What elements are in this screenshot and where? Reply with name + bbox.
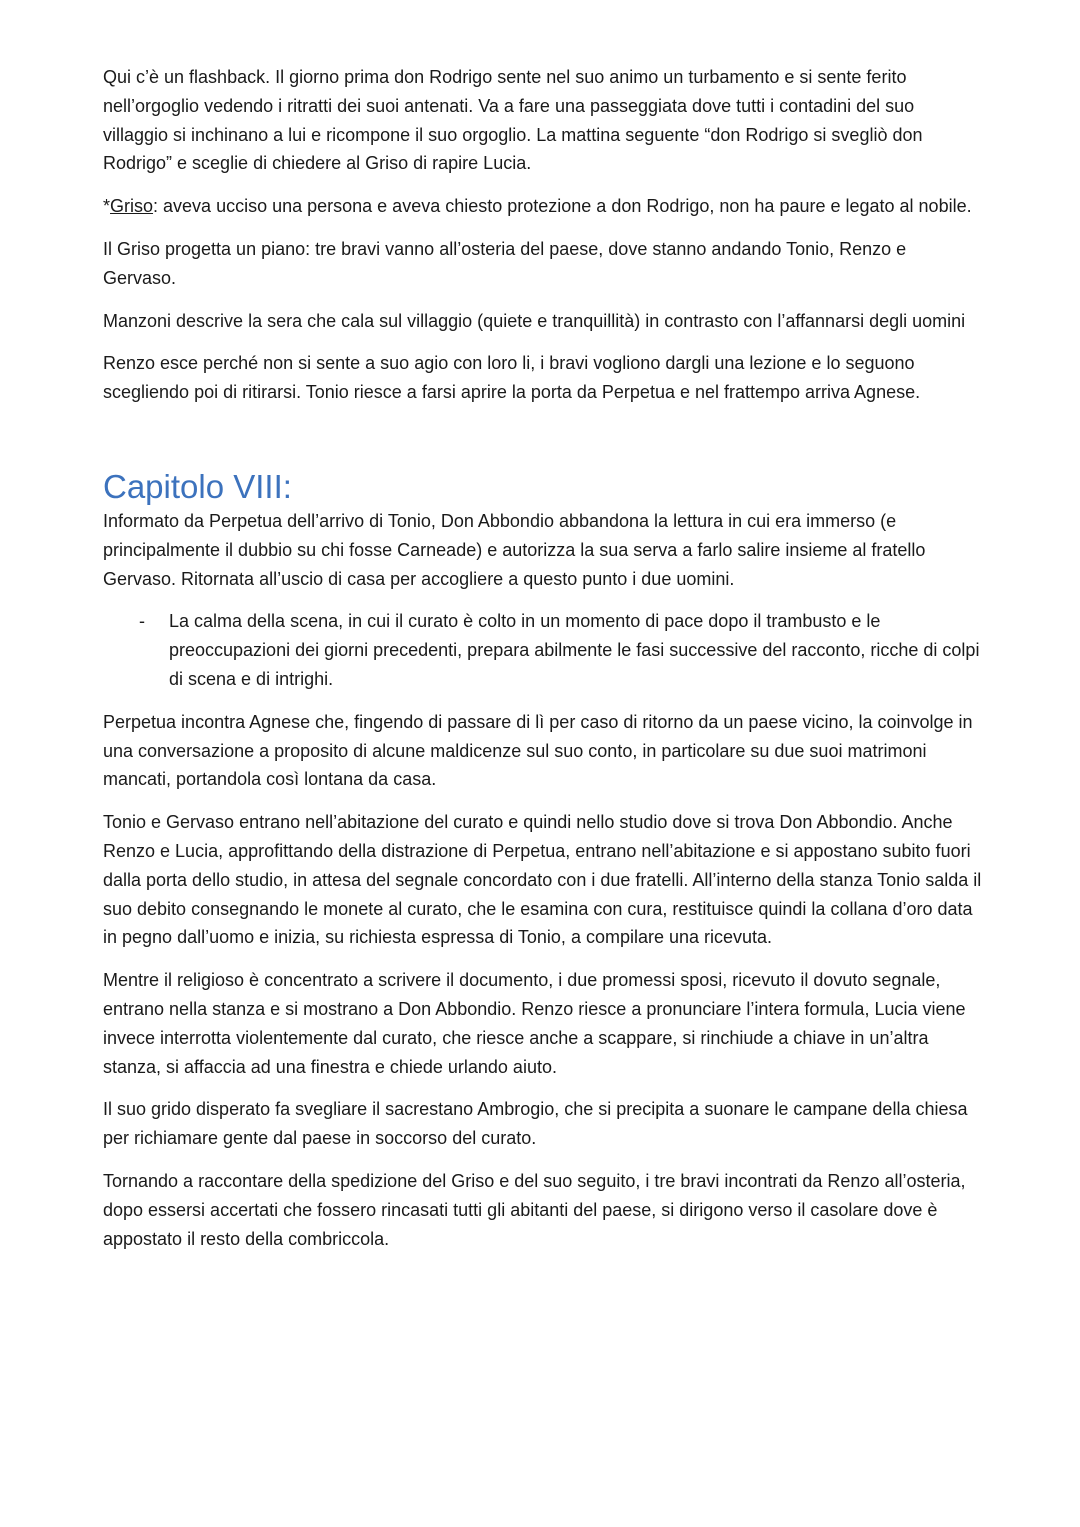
paragraph-chapter-intro: Informato da Perpetua dell’arrivo di Tonio, Don Abbondio abbandona la lettura in cui era immerso (e principalmente il dubbio su chi fosse Carneade) e autorizza la sua serva a farlo salire insieme al fratello Gervaso. Ritornata all’uscio di casa per accogliere a questo punto i due uomini.: [103, 510, 926, 589]
paragraph-renzo-leaves: Renzo esce perché non si sente a suo agio con loro li, i bravi vogliono dargli una lezione e lo seguono scegliendo poi di ritirarsi. Tonio riesce a farsi aprire la porta da Perpetua e nel frattempo arriva Agnese.: [103, 353, 921, 403]
paragraph-flashback: Qui c’è un flashback. Il giorno prima don Rodrigo sente nel suo animo un turbamento e si sente ferito nell’orgoglio vedendo i ritratti dei suoi antenati. Va a fare una passeggiata dove tutti i contadini del suo villaggio si inchinano a lui e ricompone il suo orgoglio. La mattina seguente “don Rodrigo si svegliò don Rodrigo” e sceglie di chiedere al Griso di rapire Lucia.: [103, 67, 923, 174]
dash-list: [103, 607, 983, 693]
dash-bullet: -: [139, 611, 145, 632]
paragraph-griso-expedition: Tornando a raccontare della spedizione del Griso e del suo seguito, i tre bravi incontrati da Renzo all’osteria, dopo essersi accertati che fossero rincasati tutti gli abitanti del paese, si dirigono verso il casolare dove è appostato il resto della combriccola.: [103, 1170, 966, 1249]
paragraph-formula: Mentre il religioso è concentrato a scrivere il documento, i due promessi sposi, ricevuto il dovuto segnale, entrano nella stanza e si mostrano a Don Abbondio. Renzo riesce a pronunciare l’intera formula, Lucia viene invece interrotta violentemente dal curato, che riesce anche a scappare, si rinchiude a chiave in un’altra stanza, si affaccia ad una finestra e chiede urlando aiuto.: [103, 970, 966, 1077]
paragraph-bells: Il suo grido disperato fa svegliare il sacrestano Ambrogio, che si precipita a suonare le campane della chiesa per richiamare gente dal paese in soccorso del curato.: [103, 1099, 968, 1149]
paragraph-study: Tonio e Gervaso entrano nell’abitazione del curato e quindi nello studio dove si trova Don Abbondio. Anche Renzo e Lucia, approfittando della distrazione di Perpetua, entrano nell’abitazione e si appostano subito fuori dalla porta dello studio, in attesa del segnale concordato con i due fratelli. All’interno della stanza Tonio salda il suo debito consegnando le monete al curato, che le esamina con cura, restituisce quindi la collana d’oro data in pegno dall’uomo e inizia, su richiesta espressa di Tonio, a compilare una ricevuta.: [103, 812, 982, 948]
paragraph-griso-plan: Il Griso progetta un piano: tre bravi vanno all’osteria del paese, dove stanno andando Tonio, Renzo e Gervaso.: [103, 238, 907, 288]
note-asterisk: *: [103, 196, 111, 217]
list-item: [139, 607, 983, 693]
document-page: [103, 63, 983, 1267]
paragraph-griso-note: [103, 192, 983, 221]
note-text: : aveva ucciso una persona e aveva chiesto protezione a don Rodrigo, non ha paure e legato al nobile.: [153, 196, 972, 217]
list-item-text: La calma della scena, in cui il curato è colto in un momento di pace dopo il trambusto e le preoccupazioni dei giorni precedenti, prepara abilmente le fasi successive del racconto, ricche di colpi di scena e di intrighi.: [169, 611, 980, 689]
chapter-heading: Capitolo VIII:: [103, 467, 292, 505]
paragraph-evening: Manzoni descrive la sera che cala sul villaggio (quiete e tranquillità) in contrasto con l’affannarsi degli uomini: [103, 310, 966, 331]
paragraph-perpetua-agnese: Perpetua incontra Agnese che, fingendo di passare di lì per caso di ritorno da un paese vicino, la coinvolge in una conversazione a proposito di alcune maldicenze sul suo conto, in particolare su due suoi matrimoni mancati, portandola così lontana da casa.: [103, 711, 973, 790]
term-griso: Griso: [110, 196, 154, 217]
